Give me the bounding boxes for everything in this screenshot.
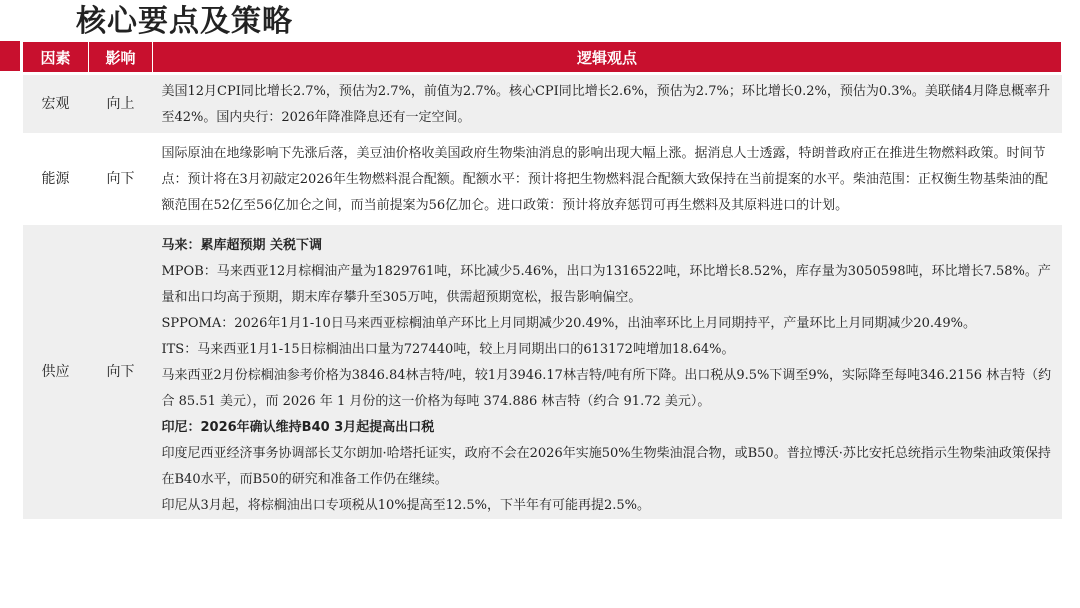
b40-paragraph: 印度尼西亚经济事务协调部长艾尔朗加·哈塔托证实，政府不会在2026年实施50%生物柴油混合物，或B50。普拉博沃·苏比安托总统指示生物柴油政策保持在B40水平，而B50的研究和准备工作仍在继续。 bbox=[161, 446, 1051, 487]
title-accent-bar bbox=[0, 41, 20, 71]
sppoma-paragraph: SPPOMA：2026年1月1-10日马来西亚棕榈油单产环比上月同期减少20.49%，出油率环比上月同期持平，产量环比上月同期减少20.49%。 bbox=[161, 316, 976, 331]
factor-cell: 供应 bbox=[23, 224, 89, 520]
malaysia-heading: 马来：累库超预期 关税下调 bbox=[161, 238, 323, 253]
its-paragraph: ITS：马来西亚1月1-15日棕榈油出口量为727440吨，较上月同期出口的613172吨增加18.64%。 bbox=[161, 342, 735, 357]
logic-cell bbox=[153, 74, 1062, 135]
export-tax-paragraph: 印尼从3月起，将棕榈油出口专项税从10%提高至12.5%，下半年有可能再提2.5%。 bbox=[161, 498, 650, 513]
factor-cell: 宏观 bbox=[23, 74, 89, 135]
impact-cell: 向下 bbox=[89, 224, 153, 520]
header-impact: 影响 bbox=[89, 42, 153, 74]
logic-cell bbox=[153, 224, 1062, 520]
page-title: 核心要点及策略 bbox=[76, 4, 293, 39]
table-row-energy bbox=[23, 135, 1062, 224]
indonesia-heading: 印尼：2026年确认维持B40 3月起提高出口税 bbox=[161, 420, 435, 435]
table-row-macro bbox=[23, 74, 1062, 135]
mpob-paragraph: MPOB：马来西亚12月棕榈油产量为1829761吨，环比减少5.46%，出口为1316522吨，环比增长8.52%，库存量为3050598吨，环比增长7.58%。产量和出口均高于预期，期末库存攀升至305万吨，供需超预期宽松，报告影响偏空。 bbox=[161, 264, 1051, 305]
table-row-supply bbox=[23, 224, 1062, 520]
impact-cell: 向下 bbox=[89, 135, 153, 224]
reference-price-paragraph: 马来西亚2月份棕榈油参考价格为3846.84林吉特/吨，较1月3946.17林吉特/吨有所下降。出口税从9.5%下调至9%，实际降至每吨346.2156 林吉特（约合 85.51 美元），而 2026 年 1 月份的这一价格为每吨 374.886 林吉特（约合 91.72 美元）。 bbox=[161, 368, 1052, 409]
table-header-row bbox=[23, 42, 1062, 74]
logic-paragraph: 美国12月CPI同比增长2.7%，预估为2.7%，前值为2.7%。核心CPI同比增长2.6%，预估为2.7%；环比增长0.2%，预估为0.3%。美联储4月降息概率升至42%。国内央行：2026年降准降息还有一定空间。 bbox=[161, 84, 1051, 125]
strategy-table bbox=[22, 41, 1062, 519]
impact-cell: 向上 bbox=[89, 74, 153, 135]
logic-cell bbox=[153, 135, 1062, 224]
header-factor: 因素 bbox=[23, 42, 89, 74]
header-logic: 逻辑观点 bbox=[153, 42, 1062, 74]
logic-paragraph: 国际原油在地缘影响下先涨后落，美豆油价格收美国政府生物柴油消息的影响出现大幅上涨。据消息人士透露，特朗普政府正在推进生物燃料政策。时间节点：预计将在3月初敲定2026年生物燃料混合配额。配额水平：预计将把生物燃料混合配额大致保持在当前提案的水平。柴油范围：正权衡生物基柴油的配额范围在52亿至56亿加仑之间，而当前提案为56亿加仑。进口政策：预计将放弃惩罚可再生燃料及其原料进口的计划。 bbox=[161, 146, 1048, 213]
factor-cell: 能源 bbox=[23, 135, 89, 224]
